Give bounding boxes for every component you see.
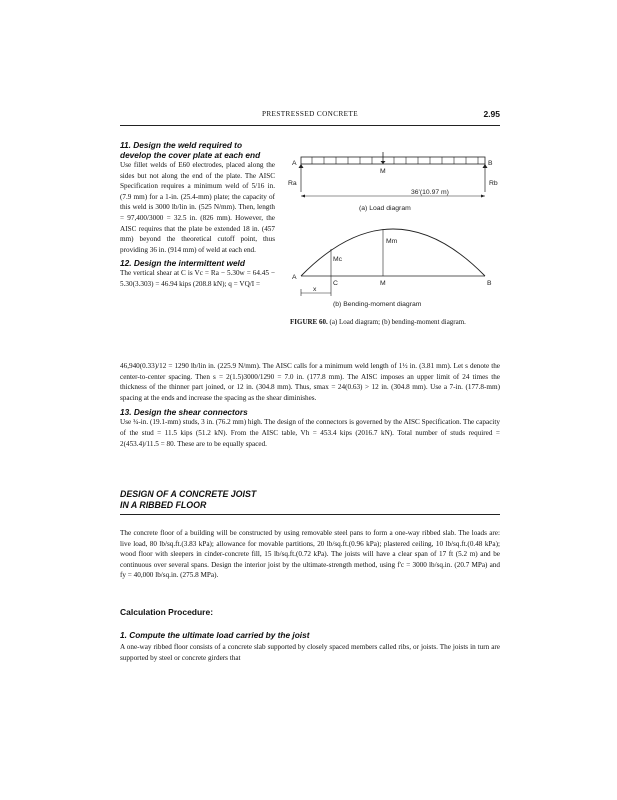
running-title: PRESTRESSED CONCRETE <box>261 110 359 118</box>
caption-text: (a) Load diagram; (b) bending-moment diagram. <box>329 318 466 326</box>
label-Rb: Rb <box>489 180 498 187</box>
label-A-bottom: A <box>292 274 297 281</box>
step11-text: Use fillet welds of E60 electrodes, placed along the sides but not along the end of the plate. The AISC Specification requires a minimum weld of 5/16 in. (7.9 mm) for a 1-in. (25.4-mm) plate; the capacity of this weld is 3000 lb/lin in. (525 N/mm). Then, length = 97,400/3000 = 32.5 in. (826 mm). However, the AISC requires that the plate be extended 18 in. (457 mm) beyond the theoretical cutoff point, thus providing 36 in. (914 mm) of weld at each end. <box>120 161 275 254</box>
step12-heading: 12. Design the intermittent weld <box>120 258 245 269</box>
page-number: 2.95 <box>483 109 500 119</box>
section-rule <box>120 514 500 515</box>
header-rule <box>120 125 500 126</box>
load-ticks <box>312 157 478 164</box>
span-arrow-right <box>481 195 485 198</box>
label-Mm: Mm <box>386 238 398 245</box>
full-width-block <box>120 361 500 449</box>
step1-block <box>120 630 500 663</box>
label-span: 36'(10.97 m) <box>411 189 449 196</box>
step11-heading: 11. Design the weld required to develop the cover plate at each end <box>120 140 261 160</box>
calculation-procedure-heading: Calculation Procedure: <box>120 607 214 617</box>
label-A-top: A <box>292 160 297 167</box>
step13-text: Use ¾-in. (19.1-mm) studs, 3 in. (76.2 mm) high. The design of the connectors is governed by the AISC Specification. The capacity of the stud = 11.5 kips (51.2 kN). From the AISC table, Vh = 453.4 kips (2016.7 kN). Total number of studs required = 2(453.4)/11.5 = 80. These are to be equally spaced. <box>120 418 500 448</box>
section-intro-block <box>120 528 500 581</box>
section-title-line2: IN A RIBBED FLOOR <box>120 500 207 510</box>
step12-text-left: The vertical shear at C is Vc = Ra − 5.30w = 64.45 − 5.30(3.303) = 46.94 kips (208.8 kN); q = VQ/I = <box>120 269 275 288</box>
label-bm-diagram: (b) Bending-moment diagram <box>333 301 422 308</box>
step1-heading: 1. Compute the ultimate load carried by the joist <box>120 630 310 640</box>
label-M-bottom: M <box>380 280 386 287</box>
caption-label: FIGURE 60. <box>290 318 328 326</box>
label-Ra: Ra <box>288 180 297 187</box>
section-title <box>120 489 500 511</box>
label-B-top: B <box>488 160 493 167</box>
step1-text: A one-way ribbed floor consists of a concrete slab supported by closely spaced members called ribs, or joists. The joists in turn are supported by steel or concrete girders that <box>120 643 500 662</box>
label-Mc: Mc <box>333 256 343 263</box>
step13-heading: 13. Design the shear connectors <box>120 407 248 418</box>
section-title-line1: DESIGN OF A CONCRETE JOIST <box>120 489 257 499</box>
point-load-arrow <box>381 161 386 164</box>
label-x: x <box>313 286 317 293</box>
left-column <box>120 140 275 290</box>
section-intro: The concrete floor of a building will be constructed by using removable steel pans to form a one-way ribbed slab. The loads are: live load, 80 lb/sq.ft.(3.83 kPa); allowance for movable partitions, 20 lb/sq.ft.(0.96 kPa); plastered ceiling, 10 lb/sq.ft.(0.48 kPa); wood floor with sleepers in cinder-concrete fill, 15 lb/sq.ft.(0.72 kPa). The joists will have a clear span of 17 ft (5.2 m) and be continuous over several spans. Design the interior joist by the ultimate-strength method, using f'c = 3000 lb/sq.in. (20.7 MPa) and fy = 40,000 lb/sq.in. (275.8 MPa). <box>120 529 500 580</box>
label-M-top: M <box>380 168 386 175</box>
reaction-b-arrow <box>483 164 488 168</box>
reaction-a-arrow <box>299 164 304 168</box>
label-load-diagram: (a) Load diagram <box>359 205 411 212</box>
figure-caption <box>290 318 495 327</box>
figure-60-drawing <box>283 152 501 312</box>
running-head <box>120 110 500 124</box>
label-B-bottom: B <box>487 280 492 287</box>
moment-curve <box>301 229 485 276</box>
span-arrow-left <box>301 195 305 198</box>
beam <box>301 157 485 164</box>
step12-text-full: 46,940(0.33)/12 = 1290 lb/lin in. (225.9 N/mm). The AISC calls for a minimum weld length of 1½ in. (3.81 mm). Let s denote the center-to-center spacing. Then s = 2(1.5)3000/1290 = 7.0 in. (177.8 mm). The AISC imposes an upper limit of 24 times the thickness of the thinner part joined, or 12 in. (304.8 mm). Thus, smax = 24(0.63) > 12 in. (304.8 mm). Use a 7-in. (177.8-mm) spacing at the ends and increase the spacing as the shear diminishes. <box>120 362 500 402</box>
label-C: C <box>333 280 338 287</box>
